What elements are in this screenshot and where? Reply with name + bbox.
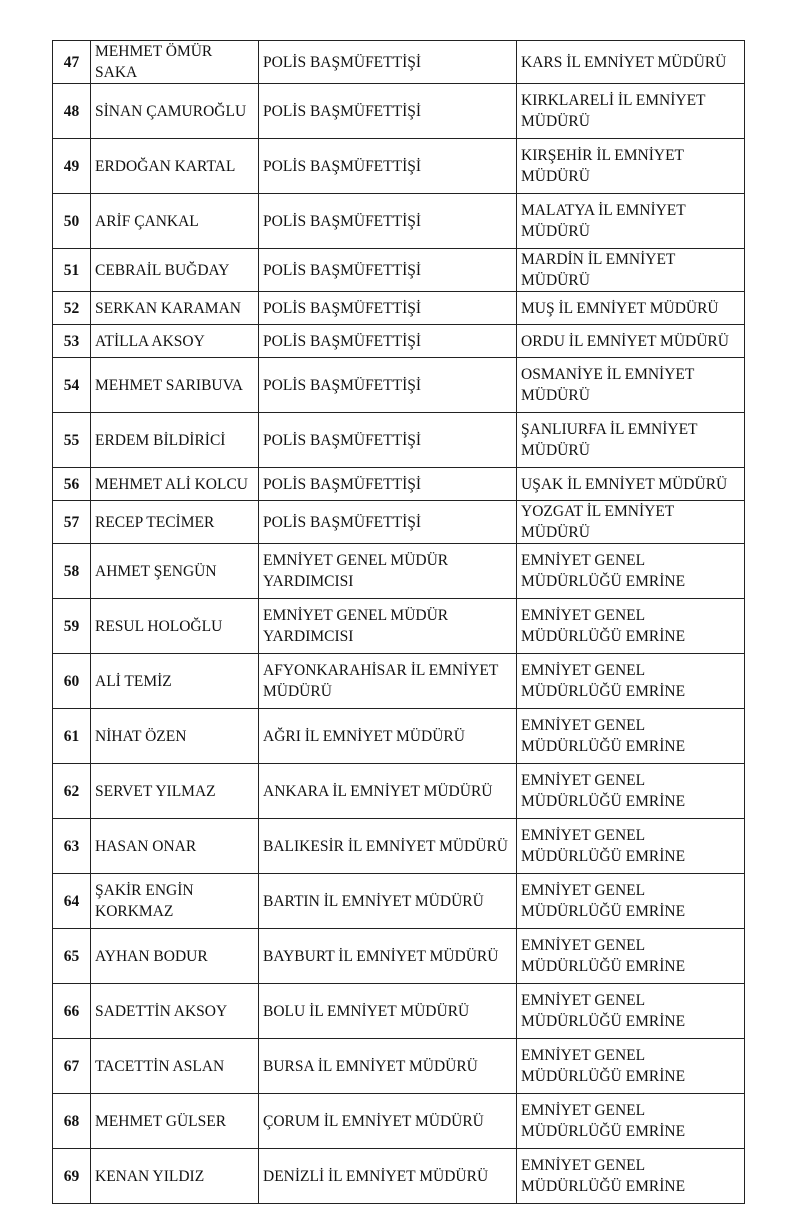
current-title: AFYONKARAHİSAR İL EMNİYET MÜDÜRÜ bbox=[259, 654, 517, 709]
person-name: MEHMET ALİ KOLCU bbox=[91, 468, 259, 501]
current-title: BURSA İL EMNİYET MÜDÜRÜ bbox=[259, 1039, 517, 1094]
person-name: SİNAN ÇAMUROĞLU bbox=[91, 84, 259, 139]
table-row bbox=[53, 709, 745, 764]
current-title: POLİS BAŞMÜFETTİŞİ bbox=[259, 292, 517, 325]
person-name: ALİ TEMİZ bbox=[91, 654, 259, 709]
current-title: BAYBURT İL EMNİYET MÜDÜRÜ bbox=[259, 929, 517, 984]
new-assignment: EMNİYET GENEL MÜDÜRLÜĞÜ EMRİNE bbox=[517, 874, 745, 929]
table-row bbox=[53, 984, 745, 1039]
row-number: 56 bbox=[53, 468, 91, 501]
person-name: NİHAT ÖZEN bbox=[91, 709, 259, 764]
current-title: ÇORUM İL EMNİYET MÜDÜRÜ bbox=[259, 1094, 517, 1149]
person-name: CEBRAİL BUĞDAY bbox=[91, 249, 259, 292]
row-number: 49 bbox=[53, 139, 91, 194]
current-title: POLİS BAŞMÜFETTİŞİ bbox=[259, 249, 517, 292]
new-assignment: EMNİYET GENEL MÜDÜRLÜĞÜ EMRİNE bbox=[517, 654, 745, 709]
person-name: RECEP TECİMER bbox=[91, 501, 259, 544]
current-title: POLİS BAŞMÜFETTİŞİ bbox=[259, 41, 517, 84]
new-assignment: EMNİYET GENEL MÜDÜRLÜĞÜ EMRİNE bbox=[517, 819, 745, 874]
table-row bbox=[53, 1094, 745, 1149]
person-name: SERKAN KARAMAN bbox=[91, 292, 259, 325]
current-title: BOLU İL EMNİYET MÜDÜRÜ bbox=[259, 984, 517, 1039]
current-title: POLİS BAŞMÜFETTİŞİ bbox=[259, 413, 517, 468]
new-assignment: EMNİYET GENEL MÜDÜRLÜĞÜ EMRİNE bbox=[517, 544, 745, 599]
table-row bbox=[53, 325, 745, 358]
row-number: 68 bbox=[53, 1094, 91, 1149]
current-title: POLİS BAŞMÜFETTİŞİ bbox=[259, 468, 517, 501]
person-name: AYHAN BODUR bbox=[91, 929, 259, 984]
new-assignment: EMNİYET GENEL MÜDÜRLÜĞÜ EMRİNE bbox=[517, 709, 745, 764]
row-number: 67 bbox=[53, 1039, 91, 1094]
document-page bbox=[52, 40, 744, 1204]
row-number: 62 bbox=[53, 764, 91, 819]
row-number: 59 bbox=[53, 599, 91, 654]
row-number: 51 bbox=[53, 249, 91, 292]
person-name: HASAN ONAR bbox=[91, 819, 259, 874]
row-number: 58 bbox=[53, 544, 91, 599]
row-number: 60 bbox=[53, 654, 91, 709]
table-row bbox=[53, 599, 745, 654]
table-row bbox=[53, 413, 745, 468]
row-number: 53 bbox=[53, 325, 91, 358]
table-row bbox=[53, 358, 745, 413]
person-name: SADETTİN AKSOY bbox=[91, 984, 259, 1039]
person-name: MEHMET ÖMÜR SAKA bbox=[91, 41, 259, 84]
new-assignment: UŞAK İL EMNİYET MÜDÜRÜ bbox=[517, 468, 745, 501]
row-number: 55 bbox=[53, 413, 91, 468]
person-name: ERDEM BİLDİRİCİ bbox=[91, 413, 259, 468]
current-title: AĞRI İL EMNİYET MÜDÜRÜ bbox=[259, 709, 517, 764]
person-name: TACETTİN ASLAN bbox=[91, 1039, 259, 1094]
person-name: MEHMET SARIBUVA bbox=[91, 358, 259, 413]
new-assignment: EMNİYET GENEL MÜDÜRLÜĞÜ EMRİNE bbox=[517, 1094, 745, 1149]
new-assignment: EMNİYET GENEL MÜDÜRLÜĞÜ EMRİNE bbox=[517, 1039, 745, 1094]
table-row bbox=[53, 249, 745, 292]
new-assignment: EMNİYET GENEL MÜDÜRLÜĞÜ EMRİNE bbox=[517, 764, 745, 819]
current-title: EMNİYET GENEL MÜDÜR YARDIMCISI bbox=[259, 599, 517, 654]
table-row bbox=[53, 468, 745, 501]
row-number: 66 bbox=[53, 984, 91, 1039]
row-number: 52 bbox=[53, 292, 91, 325]
row-number: 61 bbox=[53, 709, 91, 764]
current-title: POLİS BAŞMÜFETTİŞİ bbox=[259, 139, 517, 194]
new-assignment: EMNİYET GENEL MÜDÜRLÜĞÜ EMRİNE bbox=[517, 929, 745, 984]
appointments-table bbox=[52, 40, 745, 1204]
table-row bbox=[53, 819, 745, 874]
person-name: KENAN YILDIZ bbox=[91, 1149, 259, 1204]
row-number: 47 bbox=[53, 41, 91, 84]
new-assignment: EMNİYET GENEL MÜDÜRLÜĞÜ EMRİNE bbox=[517, 599, 745, 654]
new-assignment: YOZGAT İL EMNİYET MÜDÜRÜ bbox=[517, 501, 745, 544]
new-assignment: EMNİYET GENEL MÜDÜRLÜĞÜ EMRİNE bbox=[517, 984, 745, 1039]
table-row bbox=[53, 501, 745, 544]
row-number: 64 bbox=[53, 874, 91, 929]
person-name: AHMET ŞENGÜN bbox=[91, 544, 259, 599]
row-number: 63 bbox=[53, 819, 91, 874]
table-row bbox=[53, 764, 745, 819]
row-number: 57 bbox=[53, 501, 91, 544]
new-assignment: ŞANLIURFA İL EMNİYET MÜDÜRÜ bbox=[517, 413, 745, 468]
row-number: 54 bbox=[53, 358, 91, 413]
row-number: 65 bbox=[53, 929, 91, 984]
table-row bbox=[53, 1039, 745, 1094]
table-row bbox=[53, 41, 745, 84]
current-title: BALIKESİR İL EMNİYET MÜDÜRÜ bbox=[259, 819, 517, 874]
new-assignment: MARDİN İL EMNİYET MÜDÜRÜ bbox=[517, 249, 745, 292]
new-assignment: KIRKLARELİ İL EMNİYET MÜDÜRÜ bbox=[517, 84, 745, 139]
person-name: ERDOĞAN KARTAL bbox=[91, 139, 259, 194]
current-title: POLİS BAŞMÜFETTİŞİ bbox=[259, 325, 517, 358]
table-row bbox=[53, 292, 745, 325]
new-assignment: MALATYA İL EMNİYET MÜDÜRÜ bbox=[517, 194, 745, 249]
current-title: POLİS BAŞMÜFETTİŞİ bbox=[259, 501, 517, 544]
table-row bbox=[53, 654, 745, 709]
person-name: RESUL HOLOĞLU bbox=[91, 599, 259, 654]
table-row bbox=[53, 84, 745, 139]
new-assignment: KARS İL EMNİYET MÜDÜRÜ bbox=[517, 41, 745, 84]
person-name: ATİLLA AKSOY bbox=[91, 325, 259, 358]
table-row bbox=[53, 544, 745, 599]
new-assignment: OSMANİYE İL EMNİYET MÜDÜRÜ bbox=[517, 358, 745, 413]
current-title: DENİZLİ İL EMNİYET MÜDÜRÜ bbox=[259, 1149, 517, 1204]
row-number: 69 bbox=[53, 1149, 91, 1204]
current-title: POLİS BAŞMÜFETTİŞİ bbox=[259, 84, 517, 139]
new-assignment: KIRŞEHİR İL EMNİYET MÜDÜRÜ bbox=[517, 139, 745, 194]
person-name: SERVET YILMAZ bbox=[91, 764, 259, 819]
person-name: ŞAKİR ENGİN KORKMAZ bbox=[91, 874, 259, 929]
table-row bbox=[53, 1149, 745, 1204]
row-number: 50 bbox=[53, 194, 91, 249]
current-title: POLİS BAŞMÜFETTİŞİ bbox=[259, 194, 517, 249]
table-row bbox=[53, 929, 745, 984]
person-name: MEHMET GÜLSER bbox=[91, 1094, 259, 1149]
new-assignment: EMNİYET GENEL MÜDÜRLÜĞÜ EMRİNE bbox=[517, 1149, 745, 1204]
current-title: ANKARA İL EMNİYET MÜDÜRÜ bbox=[259, 764, 517, 819]
current-title: POLİS BAŞMÜFETTİŞİ bbox=[259, 358, 517, 413]
current-title: BARTIN İL EMNİYET MÜDÜRÜ bbox=[259, 874, 517, 929]
new-assignment: ORDU İL EMNİYET MÜDÜRÜ bbox=[517, 325, 745, 358]
table-row bbox=[53, 139, 745, 194]
person-name: ARİF ÇANKAL bbox=[91, 194, 259, 249]
table-row bbox=[53, 874, 745, 929]
row-number: 48 bbox=[53, 84, 91, 139]
table-row bbox=[53, 194, 745, 249]
current-title: EMNİYET GENEL MÜDÜR YARDIMCISI bbox=[259, 544, 517, 599]
new-assignment: MUŞ İL EMNİYET MÜDÜRÜ bbox=[517, 292, 745, 325]
